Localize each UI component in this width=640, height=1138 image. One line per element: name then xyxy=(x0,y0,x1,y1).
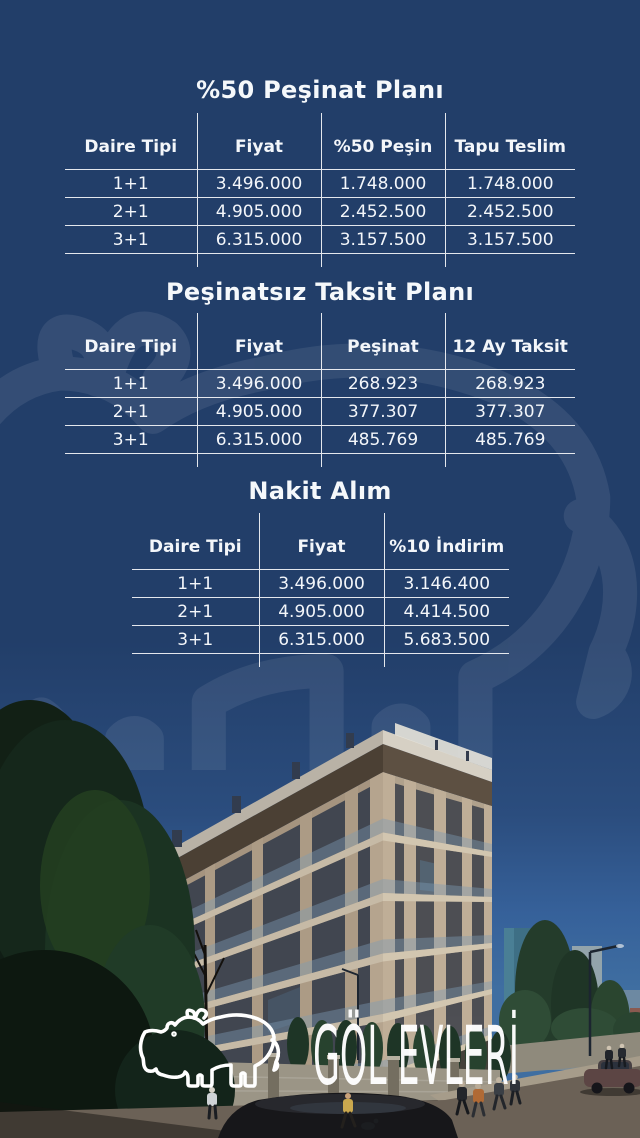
cell-down-payment: 1.748.000 xyxy=(321,170,445,198)
cell-unit-type: 3+1 xyxy=(65,426,197,454)
cell-down-payment: 377.307 xyxy=(321,398,445,426)
cell-discount-price: 4.414.500 xyxy=(384,598,509,626)
cell-discount-price: 5.683.500 xyxy=(384,626,509,654)
cell-unit-type: 1+1 xyxy=(132,570,259,598)
cell-deed-delivery: 1.748.000 xyxy=(445,170,575,198)
cell-down-payment: 485.769 xyxy=(321,426,445,454)
cell-deed-delivery: 2.452.500 xyxy=(445,198,575,226)
table-row xyxy=(65,398,575,426)
table-header-row xyxy=(65,113,575,170)
table-header-row xyxy=(132,513,509,570)
price-table-installment xyxy=(65,313,575,467)
cell-price: 4.905.000 xyxy=(259,598,384,626)
column-header: Daire Tipi xyxy=(65,313,197,370)
column-header: Fiyat xyxy=(197,113,321,170)
table-row xyxy=(132,626,509,654)
plan-title-cash: Nakit Alım xyxy=(248,477,392,505)
cell-discount-price: 3.146.400 xyxy=(384,570,509,598)
cell-unit-type: 2+1 xyxy=(132,598,259,626)
column-header: Fiyat xyxy=(197,313,321,370)
cell-installment: 268.923 xyxy=(445,370,575,398)
cell-price: 6.315.000 xyxy=(197,426,321,454)
price-table-50-down xyxy=(65,113,575,267)
logo-text: GÖL EVLERİ xyxy=(313,1008,519,1104)
table-row xyxy=(65,198,575,226)
column-header: Daire Tipi xyxy=(132,513,259,570)
cell-price: 6.315.000 xyxy=(197,226,321,254)
table-row xyxy=(65,426,575,454)
cell-price: 4.905.000 xyxy=(197,198,321,226)
cell-installment: 377.307 xyxy=(445,398,575,426)
cell-unit-type: 2+1 xyxy=(65,398,197,426)
cell-down-payment: 268.923 xyxy=(321,370,445,398)
column-header: 12 Ay Taksit xyxy=(445,313,575,370)
cell-price: 4.905.000 xyxy=(197,398,321,426)
column-header: %50 Peşin xyxy=(321,113,445,170)
cell-down-payment: 2.452.500 xyxy=(321,198,445,226)
cell-down-payment: 3.157.500 xyxy=(321,226,445,254)
column-header: Fiyat xyxy=(259,513,384,570)
plan-title-no-down: Peşinatsız Taksit Planı xyxy=(166,278,474,306)
table-row xyxy=(132,570,509,598)
cell-price: 3.496.000 xyxy=(197,170,321,198)
table-row xyxy=(132,598,509,626)
cell-unit-type: 3+1 xyxy=(132,626,259,654)
column-header: Tapu Teslim xyxy=(445,113,575,170)
column-header: Peşinat xyxy=(321,313,445,370)
cell-unit-type: 3+1 xyxy=(65,226,197,254)
table-row xyxy=(65,370,575,398)
cell-deed-delivery: 3.157.500 xyxy=(445,226,575,254)
table-row xyxy=(65,226,575,254)
cell-price: 3.496.000 xyxy=(197,370,321,398)
table-footer-spacer xyxy=(132,654,509,668)
price-table-cash xyxy=(132,513,509,667)
table-row xyxy=(65,170,575,198)
cell-unit-type: 2+1 xyxy=(65,198,197,226)
lamp-head xyxy=(616,944,624,948)
table-header-row xyxy=(65,313,575,370)
cell-unit-type: 1+1 xyxy=(65,370,197,398)
table-footer-spacer xyxy=(65,454,575,468)
cell-unit-type: 1+1 xyxy=(65,170,197,198)
cell-installment: 485.769 xyxy=(445,426,575,454)
table-footer-spacer xyxy=(65,254,575,268)
cell-price: 6.315.000 xyxy=(259,626,384,654)
plan-title-50-down: %50 Peşinat Planı xyxy=(196,76,444,104)
column-header: Daire Tipi xyxy=(65,113,197,170)
cell-price: 3.496.000 xyxy=(259,570,384,598)
column-header: %10 İndirim xyxy=(384,513,509,570)
